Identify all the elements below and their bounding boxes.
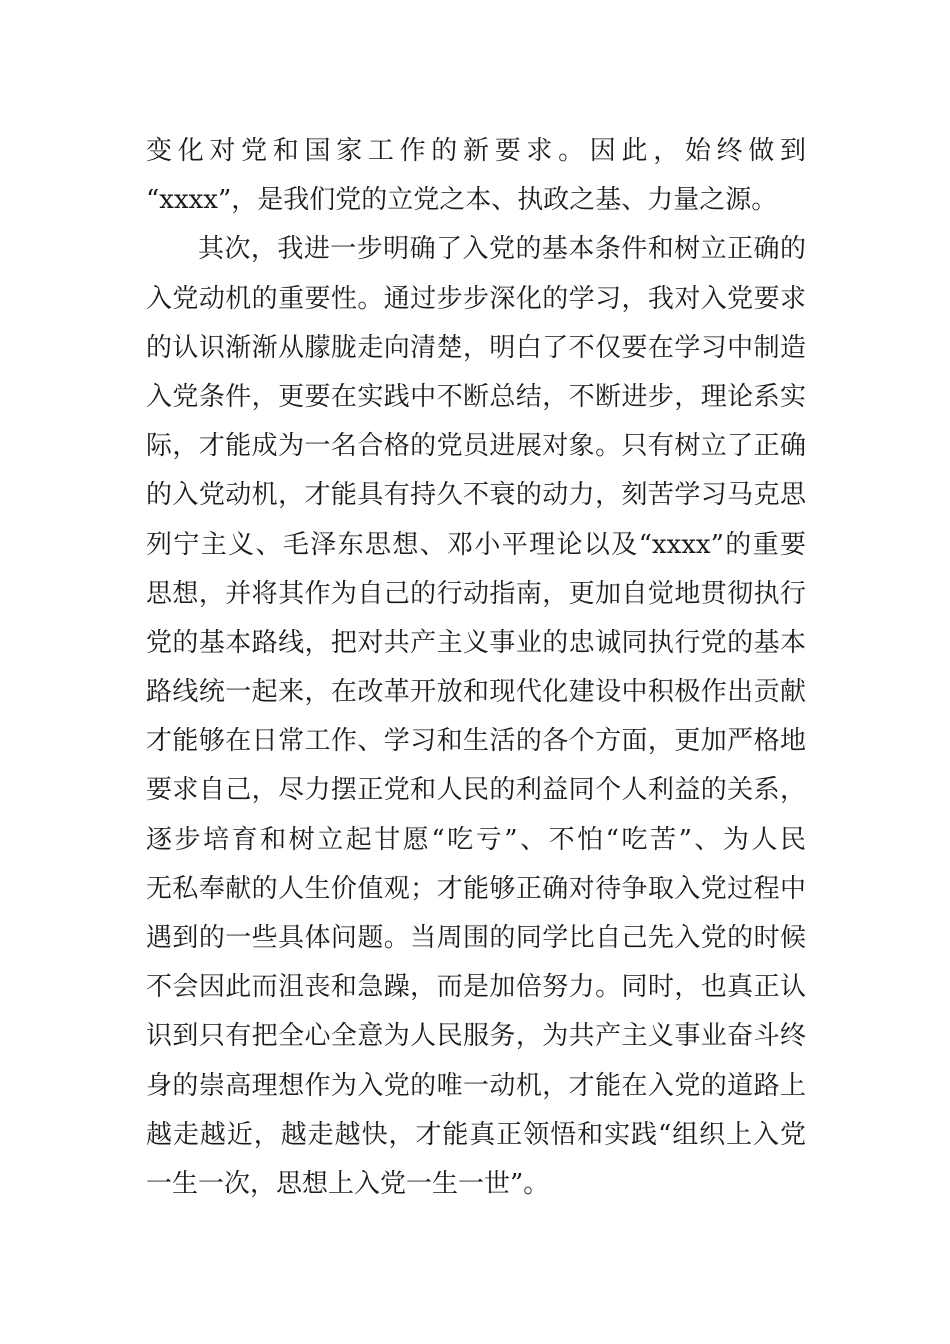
text-line: 无私奉献的人生价值观；才能够正确对待争取入党过程中 — [146, 873, 806, 904]
text-line: 才能够在日常工作、学习和生活的各个方面，更加严格地 — [146, 726, 806, 757]
text-line: 要求自己，尽力摆正党和人民的利益同个人利益的关系， — [146, 775, 806, 806]
paragraph-first-line: 其次，我进一步明确了入党的基本条件和树立正确的 — [198, 234, 806, 265]
text-line: 党的基本路线，把对共产主义事业的忠诚同执行党的基本 — [146, 627, 806, 658]
body-text — [146, 127, 806, 1209]
text-line: 路线统一起来，在改革开放和现代化建设中积极作出贡献 — [146, 677, 806, 708]
text-line: “xxxx”，是我们党的立党之本、执政之基、力量之源。 — [146, 185, 778, 216]
text-line: 入党条件，更要在实践中不断总结，不断进步，理论系实 — [146, 381, 806, 412]
text-line: 一生一次，思想上入党一生一世”。 — [146, 1168, 550, 1199]
text-line: 列宁主义、毛泽东思想、邓小平理论以及“xxxx”的重要 — [146, 529, 806, 560]
text-line: 的认识渐渐从朦胧走向清楚，明白了不仅要在学习中制造 — [146, 332, 806, 363]
text-line: 变化对党和国家工作的新要求。因此，始终做到 — [146, 136, 806, 166]
text-line: 身的崇高理想作为入党的唯一动机，才能在入党的道路上 — [146, 1070, 806, 1101]
text-line: 识到只有把全心全意为人民服务，为共产主义事业奋斗终 — [146, 1021, 806, 1052]
text-line: 不会因此而沮丧和急躁，而是加倍努力。同时，也真正认 — [146, 972, 806, 1003]
text-line: 际，才能成为一名合格的党员进展对象。只有树立了正确 — [146, 431, 806, 462]
text-line: 思想，并将其作为自己的行动指南，更加自觉地贯彻执行 — [146, 578, 806, 609]
text-line: 遇到的一些具体问题。当周围的同学比自己先入党的时候 — [146, 923, 806, 953]
text-line: 入党动机的重要性。通过步步深化的学习，我对入党要求 — [146, 283, 806, 314]
text-line: 的入党动机，才能具有持久不衰的动力，刻苦学习马克思 — [146, 480, 806, 511]
text-line: 越走越近，越走越快，才能真正领悟和实践“组织上入党 — [146, 1119, 806, 1150]
text-line: 逐步培育和树立起甘愿“吃亏”、不怕“吃苦”、为人民 — [146, 824, 806, 855]
